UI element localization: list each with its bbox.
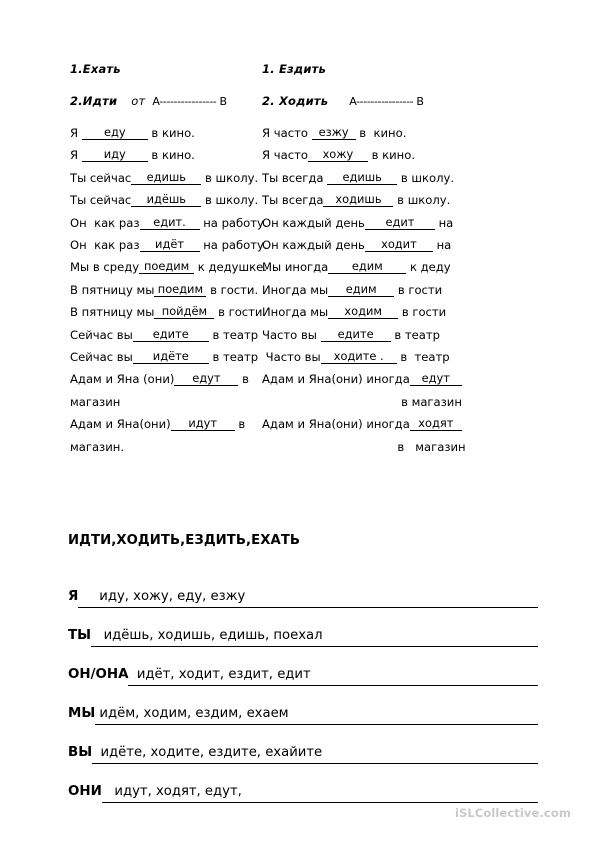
summary-row (68, 686, 538, 725)
sentence-prefix: Я (70, 148, 82, 163)
sentence-suffix: в театр (390, 327, 440, 342)
sentence-prefix: Я (70, 126, 82, 140)
answer-blank[interactable]: идёте (133, 349, 209, 364)
sentence-row (70, 212, 268, 234)
answer-blank[interactable]: идёшь (131, 192, 201, 207)
sentence-row (262, 413, 601, 458)
left-sentence-list (70, 122, 268, 458)
sentence-suffix: в школу. (201, 170, 259, 185)
left-heading-идти (70, 94, 246, 108)
sentence-row (262, 144, 601, 166)
sentence-row (262, 212, 601, 234)
sentence-row (70, 368, 249, 413)
watermark: iSLCollective.com (455, 806, 571, 820)
sentence-prefix: Часто вы (262, 350, 321, 365)
answer-blank[interactable]: едит. (140, 215, 200, 230)
summary-section (68, 533, 538, 803)
sentence-row (70, 167, 259, 189)
sentence-suffix: в кино. (147, 148, 195, 163)
sentence-row (70, 301, 263, 323)
sentence-suffix: в кино. (147, 126, 195, 140)
sentence-prefix: В пятницу мы (70, 282, 155, 297)
pronoun-label: ВЫ (68, 745, 93, 760)
summary-row (68, 764, 538, 803)
sentence-suffix: в кино. (355, 126, 407, 140)
left-heading-arrow: A---------------- B (152, 95, 227, 108)
sentence-row (262, 189, 601, 211)
sentence-prefix: Он как раз (70, 238, 140, 253)
answer-blank[interactable]: ходит (365, 237, 433, 252)
answer-blank[interactable]: едим (328, 259, 406, 274)
answer-blank[interactable]: едут (174, 371, 238, 386)
sentence-prefix: Сейчас вы (70, 327, 133, 342)
answer-blank[interactable]: едишь (327, 170, 397, 185)
sentence-suffix: в (238, 372, 249, 387)
sentence-suffix: в театр (208, 327, 259, 342)
sentence-prefix: В пятницу мы (70, 305, 155, 320)
answer-blank[interactable]: поедим (154, 282, 206, 297)
answer-blank[interactable]: ходят (410, 416, 462, 431)
answer-blank[interactable]: едим (328, 282, 394, 297)
sentence-suffix: к деду (406, 260, 451, 275)
sentence-row (262, 167, 601, 189)
pronoun-label: ОНИ (68, 784, 102, 799)
summary-row (68, 647, 538, 686)
sentence-row (70, 144, 246, 166)
summary-answer-line[interactable]: иду, хожу, еду, езжу (78, 589, 538, 608)
sentence-suffix: на работу. (199, 215, 268, 230)
pronoun-label: Я (68, 589, 79, 604)
summary-answer-line[interactable]: идёт, ходит, ездит, едит (128, 667, 538, 686)
sentence-row (70, 122, 246, 144)
sentence-prefix: Он каждый день (262, 215, 365, 230)
sentence-continuation: в магазин (401, 394, 462, 409)
sentence-suffix: в (234, 417, 246, 432)
sentence-suffix: на работу. (199, 238, 268, 253)
summary-row (68, 569, 538, 608)
answer-blank[interactable]: идёт (140, 237, 200, 252)
pronoun-label: ОН/ОНА (68, 667, 129, 682)
sentence-continuation: магазин (70, 394, 121, 409)
answer-blank[interactable]: ходим (328, 304, 398, 319)
sentence-suffix: в гости (394, 282, 443, 297)
sentence-prefix: Иногда мы (262, 282, 329, 297)
left-heading-preposition: от (131, 94, 146, 108)
sentence-prefix: Ты всегда (262, 170, 328, 185)
answer-blank[interactable]: ходите . (321, 349, 397, 364)
sentence-row (70, 256, 267, 278)
sentence-prefix: Ты сейчас (70, 170, 132, 185)
answer-blank[interactable]: езжу (312, 125, 356, 140)
sentence-continuation: магазин. (70, 439, 125, 454)
answer-blank[interactable]: едите (321, 327, 391, 342)
sentence-suffix: в гости (214, 305, 263, 320)
answer-blank[interactable]: идут (171, 416, 235, 431)
summary-answer-line[interactable]: идём, ходим, ездим, ехаем (95, 706, 538, 725)
sentence-prefix: Иногда мы (262, 305, 329, 320)
summary-answer-line[interactable]: идёте, ходите, ездите, ехайите (92, 745, 538, 764)
sentence-prefix: Он каждый день (262, 238, 365, 253)
sentence-row (70, 189, 259, 211)
right-heading-arrow: A---------------- B (349, 95, 424, 108)
left-heading-ехать: 1.Ехать (70, 62, 121, 76)
left-heading-verb: 2.Идти (70, 94, 118, 108)
answer-blank[interactable]: еду (82, 125, 148, 140)
sentence-row (262, 234, 601, 256)
sentence-prefix: Адам и Яна (они) (70, 372, 175, 387)
sentence-prefix: Адам и Яна(они) (70, 417, 171, 432)
conjugation-columns (0, 62, 601, 458)
pronoun-label: МЫ (68, 706, 96, 721)
sentence-prefix: Сейчас вы (70, 350, 133, 365)
summary-answer-line[interactable]: идёшь, ходишь, едишь, поехал (91, 628, 538, 647)
sentence-suffix: в гости. (206, 282, 259, 297)
sentence-suffix: в театр (396, 350, 450, 365)
summary-title: ИДТИ,ХОДИТЬ,ЕЗДИТЬ,ЕХАТЬ (68, 533, 301, 548)
sentence-suffix: в театр (208, 350, 259, 365)
sentence-suffix: на (434, 215, 454, 230)
summary-answer-line[interactable]: идут, ходят, едут, (102, 784, 538, 803)
sentence-suffix: к дедушке. (194, 260, 267, 275)
summary-row (68, 608, 538, 647)
answer-blank[interactable]: едите (133, 327, 209, 342)
answer-blank[interactable]: хожу (308, 147, 368, 162)
sentence-row (262, 346, 601, 368)
answer-blank[interactable]: поедим (139, 259, 194, 274)
sentence-suffix: на (432, 238, 452, 253)
sentence-row (70, 413, 246, 458)
answer-blank[interactable]: едишь (131, 170, 201, 185)
right-heading-verb: 2. Ходить (262, 94, 329, 108)
right-sentence-list (262, 122, 601, 458)
sentence-row (262, 324, 601, 346)
column-right (246, 62, 601, 458)
answer-blank[interactable]: пойдём (154, 304, 214, 319)
sentence-prefix: Адам и Яна(они) иногда (262, 372, 410, 387)
pronoun-label: ТЫ (68, 628, 92, 643)
sentence-row (70, 346, 259, 368)
sentence-suffix: в гости (398, 305, 447, 320)
column-left (0, 62, 268, 458)
sentence-row (70, 324, 259, 346)
answer-blank[interactable]: едит (365, 215, 435, 230)
sentence-row (70, 279, 259, 301)
sentence-prefix: Я часто (262, 148, 308, 163)
sentence-continuation: в магазин (397, 439, 466, 454)
sentence-suffix: в кино. (367, 148, 416, 163)
answer-blank[interactable]: иду (82, 147, 148, 162)
sentence-prefix: Ты всегда (262, 193, 324, 208)
sentence-suffix: в школу. (397, 170, 455, 185)
sentence-row (262, 122, 601, 144)
sentence-row (262, 368, 601, 413)
sentence-prefix: Мы иногда (262, 260, 329, 275)
answer-blank[interactable]: ходишь (323, 192, 393, 207)
sentence-prefix: Адам и Яна(они) иногда (262, 417, 410, 432)
sentence-suffix: в школу. (201, 193, 259, 208)
sentence-prefix: Я часто (262, 126, 312, 140)
sentence-prefix: Он как раз (70, 215, 140, 230)
sentence-suffix: в школу. (393, 193, 451, 208)
sentence-prefix: Часто вы (262, 327, 321, 342)
sentence-prefix: Мы в среду (70, 260, 140, 275)
sentence-row (262, 256, 601, 278)
summary-row (68, 725, 538, 764)
sentence-prefix: Ты сейчас (70, 193, 132, 208)
right-heading-ездить: 1. Ездить (262, 62, 326, 76)
answer-blank[interactable]: едут (410, 371, 462, 386)
sentence-row (262, 301, 601, 323)
summary-row-list (68, 569, 538, 803)
sentence-row (262, 279, 601, 301)
right-heading-ходить (262, 94, 601, 108)
sentence-row (70, 234, 268, 256)
